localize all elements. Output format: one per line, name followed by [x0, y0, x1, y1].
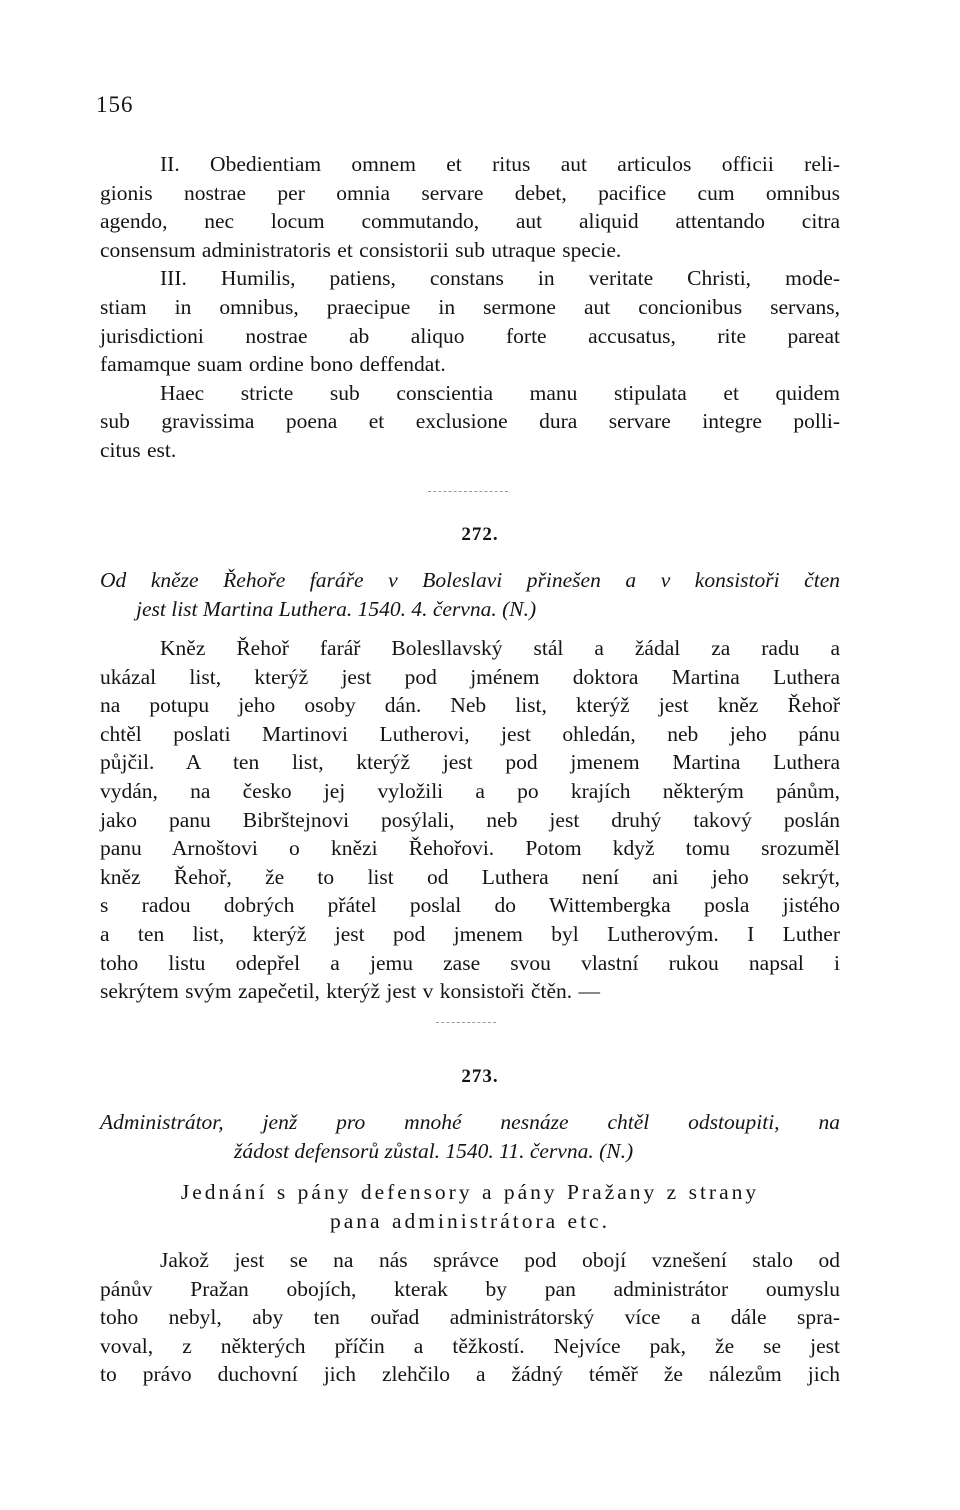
- text-line: consensum administratoris et consistorii sub utraque specie.: [100, 237, 622, 262]
- text-line: sub gravissima poena et exclusione dura servare integre polli-: [100, 409, 840, 434]
- text-line: jako panu Bibrštejnovi posýlali, neb jest druhý takový poslán: [100, 807, 840, 832]
- text-line: agendo, nec locum commutando, aut aliquid attentando citra: [100, 209, 840, 234]
- entry-273-subtitle: [100, 1178, 840, 1235]
- text-line: voval, z některých příčin a těžkostí. Nejvíce pak, že se jest: [100, 1333, 840, 1358]
- entry-272-title: [100, 566, 840, 623]
- entry-272-body: [100, 634, 840, 1006]
- text-line: ukázal list, kterýž jest pod jménem doktora Martina Luthera: [100, 664, 840, 689]
- text-line: půjčil. A ten list, kterýž jest pod jmenem Martina Luthera: [100, 750, 840, 775]
- text-line: II. Obedientiam omnem et ritus aut articulos officii reli-: [160, 152, 840, 176]
- text-line: sekrýtem svým zapečetil, kterýž jest v konsistoři čtěn. —: [100, 979, 600, 1004]
- text-line: famamque suam ordine bono deffendat.: [100, 352, 446, 377]
- text-line: Haec stricte sub conscientia manu stipulata et quidem: [160, 380, 840, 405]
- text-line: a ten list, kterýž jest pod jmenem byl Lutherovým. I Luther: [100, 921, 840, 946]
- title-line: jest list Martina Luthera. 1540. 4. června. (N.): [136, 596, 537, 621]
- entry-number-272: 272.: [461, 524, 499, 545]
- section-divider: [436, 1022, 496, 1023]
- entry-273-body: [100, 1246, 840, 1389]
- text-line: citus est.: [100, 437, 177, 462]
- subtitle-line: Jednání s pány defensory a pány Pražany z strany: [180, 1180, 760, 1204]
- text-line: toho nebyl, aby ten ouřad administrátorský více a dále spra-: [100, 1305, 840, 1330]
- title-line: Administrátor, jenž pro mnohé nesnáze chtěl odstoupiti, na: [100, 1110, 840, 1134]
- title-line: žádost defensorů zůstal. 1540. 11. června. (N.): [234, 1138, 634, 1163]
- text-line: III. Humilis, patiens, constans in veritate Christi, mode-: [160, 266, 840, 291]
- entry-number-273: 273.: [461, 1066, 499, 1087]
- page-number: 156: [96, 92, 134, 117]
- text-line: vydán, na česko jej vyložili a po krajích některým pánům,: [100, 778, 840, 803]
- text-line: Kněz Řehoř farář Bolesllavský stál a žádal za radu a: [160, 636, 840, 660]
- title-line: Od kněze Řehoře faráře v Boleslavi přinešen a v konsistoři čten: [100, 568, 840, 592]
- text-line: gionis nostrae per omnia servare debet, pacifice cum omnibus: [100, 180, 840, 205]
- text-line: kněz Řehoř, že to list od Luthera není ani jeho sekrýt,: [100, 864, 840, 889]
- section-divider: [428, 491, 508, 492]
- text-line: s radou dobrých přátel poslal do Wittembergka posla jistého: [100, 893, 840, 918]
- text-line: na potupu jeho osoby dán. Neb list, kterýž jest kněz Řehoř: [100, 693, 840, 718]
- text-line: toho listu odepřel a jemu zase svou vlastní rukou napsal i: [100, 950, 840, 975]
- subtitle-line: pana administrátora etc.: [330, 1208, 610, 1233]
- text-line: Jakož jest se na nás správce pod obojí vznešení stalo od: [160, 1248, 840, 1272]
- text-line: to právo duchovní jich zlehčilo a žádný téměř že nálezům jich: [100, 1362, 840, 1387]
- text-line: pánův Pražan obojích, kterak by pan administrátor oumyslu: [100, 1276, 840, 1301]
- text-line: panu Arnoštovi o knězi Řehořovi. Potom když tomu srozuměl: [100, 836, 840, 861]
- entry-273-title: [100, 1108, 840, 1165]
- text-line: jurisdictioni nostrae ab aliquo forte accusatus, rite pareat: [100, 323, 840, 348]
- text-line: stiam in omnibus, praecipue in sermone aut concionibus servans,: [100, 294, 840, 319]
- text-line: chtěl poslati Martinovi Lutherovi, jest ohledán, neb jeho pánu: [100, 721, 840, 746]
- latin-oath-text: [100, 150, 840, 465]
